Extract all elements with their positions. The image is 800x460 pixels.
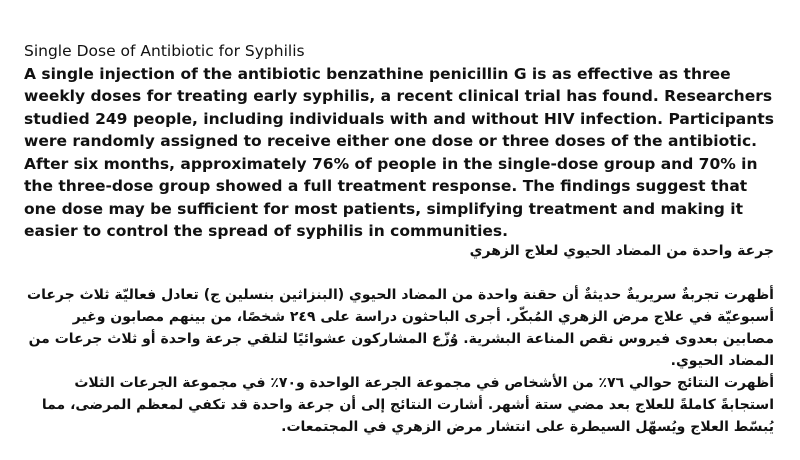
english-article	[24, 40, 780, 243]
english-title: Single Dose of Antibiotic for Syphilis	[24, 42, 305, 60]
arabic-paragraph-2: أظهرت النتائج حوالي ٧٦٪ من الأشخاص في مجموعة الجرعة الواحدة و٧٠٪ في مجموعة الجرعات الثلاث استجابةً كاملةً للعلاج بعد مضي ستة أشهر. أشارت النتائج إلى أن جرعة واحدة قد تكفي لمعظم المرضى، مما يُبسّط العلاج ويُسهّل السيطرة على انتشار مرض الزهري في المجتمعات.	[41, 375, 774, 435]
english-paragraph-2: After six months, approximately 76% of people in the single-dose group and 70% in the three-dose group showed a full treatment response. The findings suggest that one dose may be sufficient for most patients, simplifying treatment and making it easier to control the spread of syphilis in communities.	[24, 154, 758, 240]
arabic-paragraph-1: أظهرت تجربةٌ سريريةٌ حديثةٌ أن حقنة واحدة من المضاد الحيوي (البنزاثين بنسلين ج) تعادل فعاليّة ثلاث جرعات أسبوعيّة في علاج مرض الزهري المُبكّر. أجرى الباحثون دراسة على ٢٤٩ شخصًا، من بينهم مصابون وغير مصابين بعدوى فيروس نقص المناعة البشرية. وُزّع المشاركون عشوائيًا لتلقي جرعة واحدة أو ثلاث جرعات من المضاد الحيوي.	[27, 287, 774, 369]
english-paragraph-1: A single injection of the antibiotic benzathine penicillin G is as effective as three weekly doses for treating early syphilis, a recent clinical trial has found. Researchers studied 249 people, including individuals with and without HIV infection. Participants were randomly assigned to receive either one dose or three doses of the antibiotic.	[24, 64, 774, 150]
arabic-article	[22, 240, 774, 438]
arabic-title: جرعة واحدة من المضاد الحيوي لعلاج الزهري	[469, 243, 774, 259]
